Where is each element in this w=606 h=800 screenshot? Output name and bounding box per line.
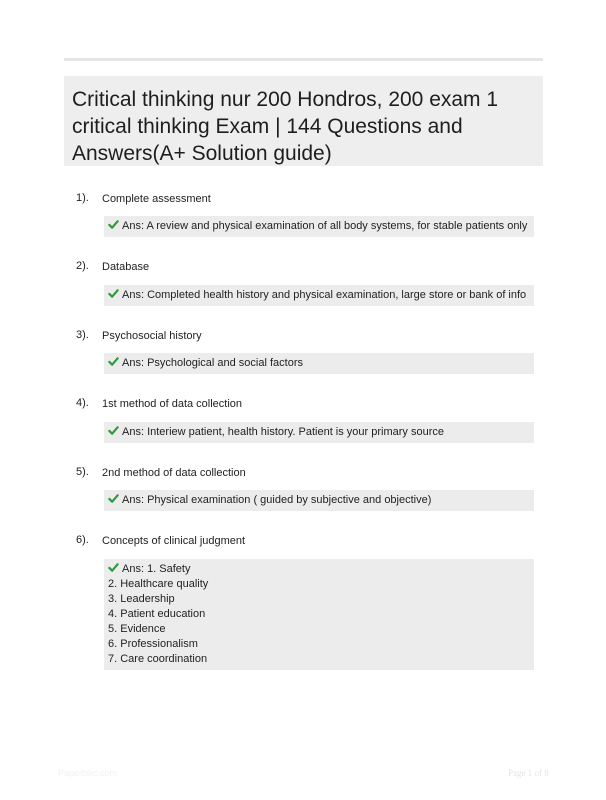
answer-line (108, 493, 530, 508)
answer-line: 4. Patient education (108, 608, 206, 620)
answer-text: Ans: Psychological and social factors (122, 357, 303, 369)
answer-line: 6. Professionalism (108, 638, 198, 650)
check-icon (108, 356, 119, 367)
answer-text: Ans: Completed health history and physical examination, large store or bank of info (122, 289, 527, 301)
answer-line (108, 288, 530, 303)
answer-box (104, 353, 534, 374)
answer-box (104, 216, 534, 237)
page-number: Page 1 of 8 (508, 768, 549, 778)
footer-watermark: Paperbliic.com (58, 768, 118, 778)
question-text: 2nd method of data collection (102, 467, 246, 479)
question-text: Complete assessment (102, 193, 211, 205)
question-number: 5). (76, 466, 89, 478)
question-text: Database (102, 261, 150, 273)
answer-text: Ans: 1. Safety (122, 563, 191, 575)
answer-box (104, 285, 534, 306)
check-icon (108, 425, 119, 436)
question-number: 4). (76, 397, 89, 409)
question-text: Psychosocial history (102, 330, 202, 342)
answer-line (108, 425, 530, 440)
question-number: 3). (76, 329, 89, 341)
title-box (64, 76, 543, 166)
answer-line: 3. Leadership (108, 593, 175, 605)
check-icon (108, 288, 119, 299)
question-number: 2). (76, 260, 89, 272)
answer-box (104, 490, 534, 511)
check-icon (108, 562, 119, 573)
answer-line (108, 219, 530, 234)
answer-line: 2. Healthcare quality (108, 578, 209, 590)
check-icon (108, 493, 119, 504)
document-title: Critical thinking nur 200 Hondros, 200 exam 1 critical thinking Exam | 144 Questions and Answers(A+ Solution guide) (72, 88, 499, 165)
answer-line: 7. Care coordination (108, 653, 208, 665)
question-number: 1). (76, 192, 89, 204)
answer-line (108, 356, 530, 371)
question-text: 1st method of data collection (102, 398, 243, 410)
answer-box (104, 559, 534, 670)
check-icon (108, 219, 119, 230)
answer-text: Ans: Interiew patient, health history. Patient is your primary source (122, 426, 444, 438)
question-number: 6). (76, 534, 89, 546)
answer-text: Ans: A review and physical examination of all body systems, for stable patients only (122, 220, 528, 232)
question-text: Concepts of clinical judgment (102, 535, 246, 547)
answer-line (108, 562, 530, 577)
top-rule (64, 58, 543, 61)
answer-line: 5. Evidence (108, 623, 166, 635)
answer-box (104, 422, 534, 443)
answer-text: Ans: Physical examination ( guided by subjective and objective) (122, 494, 432, 506)
